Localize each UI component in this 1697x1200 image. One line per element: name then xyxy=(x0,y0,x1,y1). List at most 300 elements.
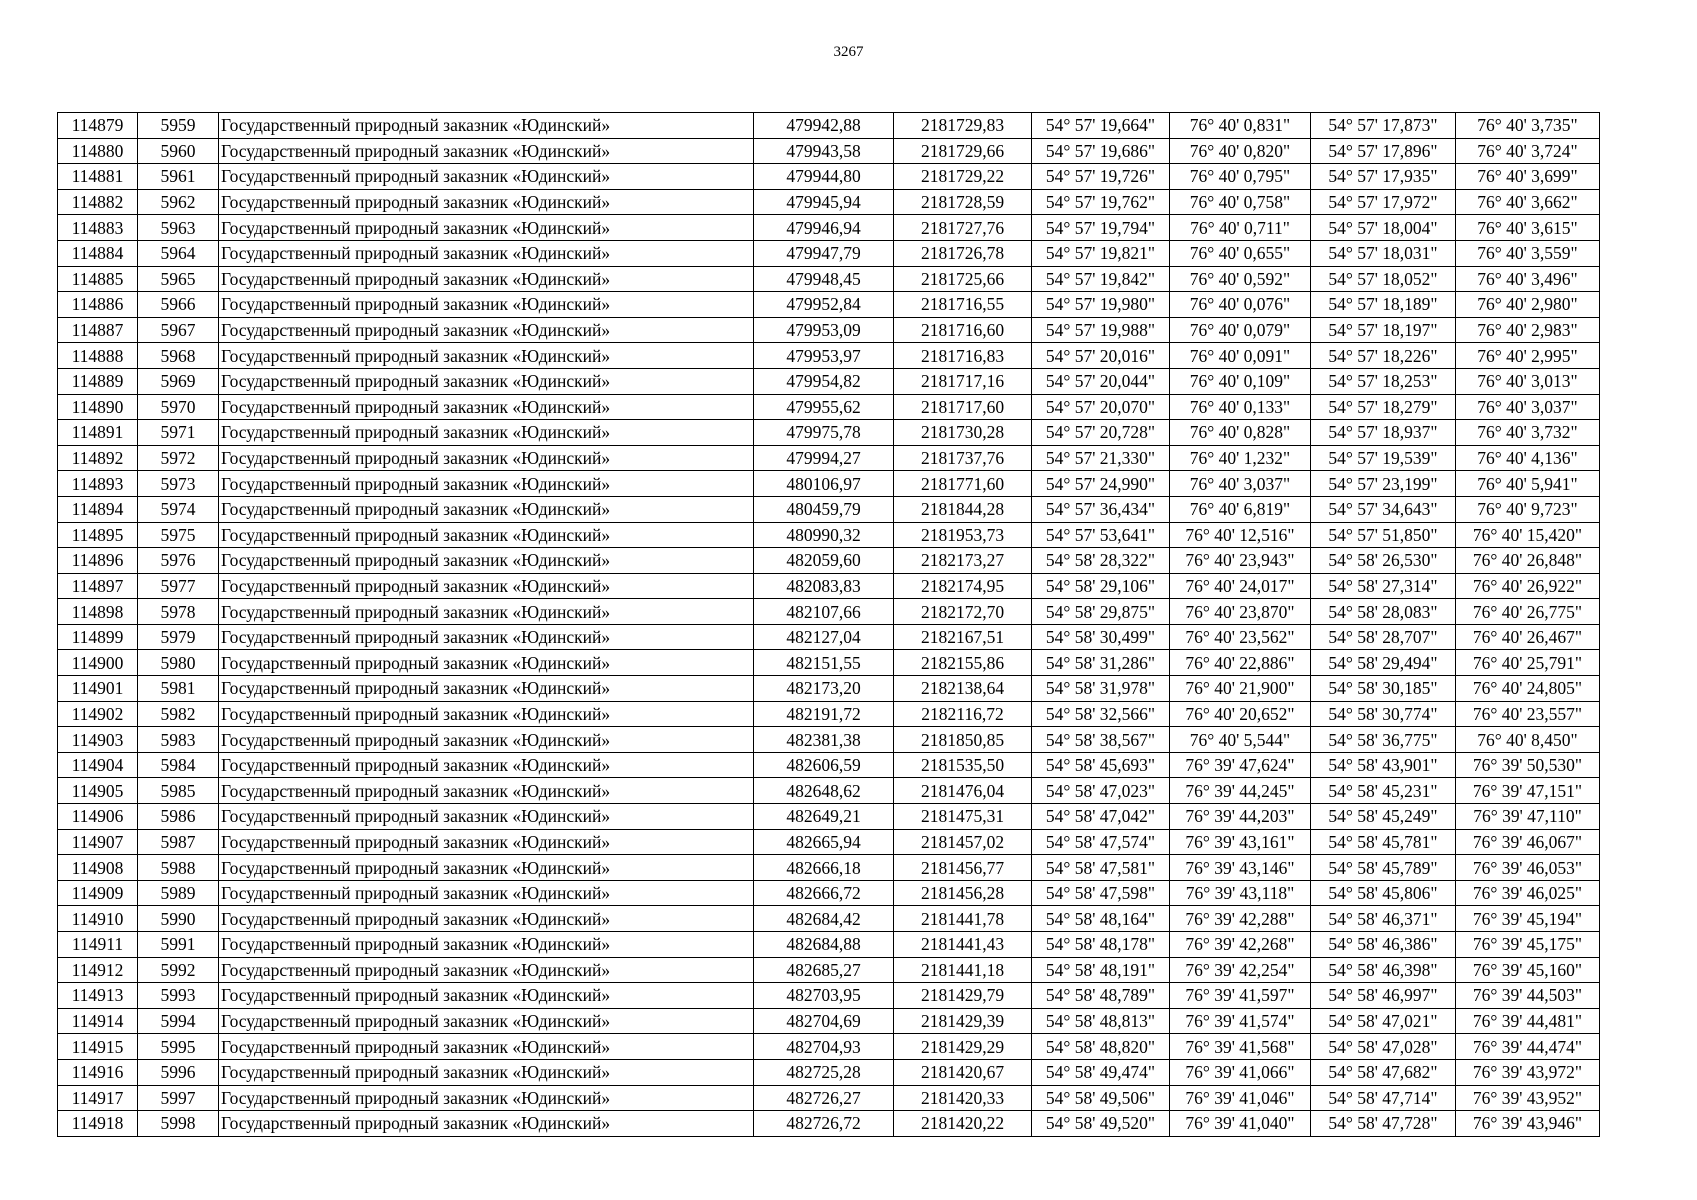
latitude-2-cell: 54° 58' 28,083" xyxy=(1311,599,1456,625)
table-row xyxy=(58,1008,1600,1034)
table-row xyxy=(58,164,1600,190)
latitude-2-cell: 54° 58' 30,185" xyxy=(1311,676,1456,702)
table-row xyxy=(58,317,1600,343)
x-coordinate-cell: 480106,97 xyxy=(754,471,894,497)
object-name-cell: Государственный природный заказник «Юдинский» xyxy=(219,1111,754,1137)
longitude-1-cell: 76° 39' 42,288" xyxy=(1170,906,1311,932)
object-name-cell: Государственный природный заказник «Юдинский» xyxy=(219,855,754,881)
latitude-1-cell: 54° 58' 29,875" xyxy=(1032,599,1170,625)
latitude-2-cell: 54° 57' 17,972" xyxy=(1311,189,1456,215)
y-coordinate-cell: 2181476,04 xyxy=(894,778,1032,804)
x-coordinate-cell: 482191,72 xyxy=(754,701,894,727)
x-coordinate-cell: 482649,21 xyxy=(754,804,894,830)
longitude-1-cell: 76° 40' 0,091" xyxy=(1170,343,1311,369)
x-coordinate-cell: 482725,28 xyxy=(754,1059,894,1085)
point-number-cell: 5959 xyxy=(138,113,219,139)
latitude-2-cell: 54° 58' 45,781" xyxy=(1311,829,1456,855)
latitude-1-cell: 54° 57' 19,980" xyxy=(1032,292,1170,318)
longitude-1-cell: 76° 40' 0,711" xyxy=(1170,215,1311,241)
longitude-2-cell: 76° 39' 45,175" xyxy=(1456,932,1600,958)
longitude-1-cell: 76° 39' 41,046" xyxy=(1170,1085,1311,1111)
latitude-2-cell: 54° 57' 18,189" xyxy=(1311,292,1456,318)
longitude-1-cell: 76° 40' 0,831" xyxy=(1170,113,1311,139)
object-name-cell: Государственный природный заказник «Юдинский» xyxy=(219,1059,754,1085)
point-number-cell: 5963 xyxy=(138,215,219,241)
y-coordinate-cell: 2181844,28 xyxy=(894,496,1032,522)
latitude-2-cell: 54° 58' 45,789" xyxy=(1311,855,1456,881)
longitude-2-cell: 76° 40' 4,136" xyxy=(1456,445,1600,471)
x-coordinate-cell: 482083,83 xyxy=(754,573,894,599)
table-row xyxy=(58,778,1600,804)
row-id-cell: 114914 xyxy=(58,1008,138,1034)
y-coordinate-cell: 2181441,78 xyxy=(894,906,1032,932)
latitude-1-cell: 54° 58' 38,567" xyxy=(1032,727,1170,753)
latitude-2-cell: 54° 57' 17,873" xyxy=(1311,113,1456,139)
latitude-1-cell: 54° 58' 47,598" xyxy=(1032,880,1170,906)
longitude-1-cell: 76° 39' 43,118" xyxy=(1170,880,1311,906)
object-name-cell: Государственный природный заказник «Юдинский» xyxy=(219,548,754,574)
row-id-cell: 114889 xyxy=(58,368,138,394)
longitude-2-cell: 76° 40' 2,995" xyxy=(1456,343,1600,369)
latitude-1-cell: 54° 58' 47,042" xyxy=(1032,804,1170,830)
longitude-2-cell: 76° 39' 43,946" xyxy=(1456,1111,1600,1137)
row-id-cell: 114900 xyxy=(58,650,138,676)
object-name-cell: Государственный природный заказник «Юдинский» xyxy=(219,113,754,139)
object-name-cell: Государственный природный заказник «Юдинский» xyxy=(219,804,754,830)
latitude-2-cell: 54° 58' 47,021" xyxy=(1311,1008,1456,1034)
point-number-cell: 5985 xyxy=(138,778,219,804)
longitude-2-cell: 76° 40' 3,735" xyxy=(1456,113,1600,139)
longitude-1-cell: 76° 40' 0,820" xyxy=(1170,138,1311,164)
point-number-cell: 5978 xyxy=(138,599,219,625)
x-coordinate-cell: 479952,84 xyxy=(754,292,894,318)
row-id-cell: 114910 xyxy=(58,906,138,932)
point-number-cell: 5975 xyxy=(138,522,219,548)
object-name-cell: Государственный природный заказник «Юдинский» xyxy=(219,752,754,778)
row-id-cell: 114913 xyxy=(58,983,138,1009)
y-coordinate-cell: 2181420,33 xyxy=(894,1085,1032,1111)
latitude-1-cell: 54° 57' 20,044" xyxy=(1032,368,1170,394)
point-number-cell: 5991 xyxy=(138,932,219,958)
latitude-1-cell: 54° 58' 47,023" xyxy=(1032,778,1170,804)
latitude-1-cell: 54° 58' 47,581" xyxy=(1032,855,1170,881)
longitude-2-cell: 76° 40' 3,662" xyxy=(1456,189,1600,215)
latitude-2-cell: 54° 58' 43,901" xyxy=(1311,752,1456,778)
latitude-2-cell: 54° 58' 26,530" xyxy=(1311,548,1456,574)
y-coordinate-cell: 2181716,60 xyxy=(894,317,1032,343)
x-coordinate-cell: 482704,93 xyxy=(754,1034,894,1060)
y-coordinate-cell: 2181726,78 xyxy=(894,240,1032,266)
latitude-1-cell: 54° 57' 19,794" xyxy=(1032,215,1170,241)
y-coordinate-cell: 2181429,29 xyxy=(894,1034,1032,1060)
table-row xyxy=(58,394,1600,420)
point-number-cell: 5994 xyxy=(138,1008,219,1034)
latitude-2-cell: 54° 58' 46,398" xyxy=(1311,957,1456,983)
point-number-cell: 5970 xyxy=(138,394,219,420)
point-number-cell: 5973 xyxy=(138,471,219,497)
y-coordinate-cell: 2181729,66 xyxy=(894,138,1032,164)
row-id-cell: 114880 xyxy=(58,138,138,164)
latitude-2-cell: 54° 58' 30,774" xyxy=(1311,701,1456,727)
table-row xyxy=(58,189,1600,215)
row-id-cell: 114886 xyxy=(58,292,138,318)
point-number-cell: 5960 xyxy=(138,138,219,164)
row-id-cell: 114901 xyxy=(58,676,138,702)
x-coordinate-cell: 482726,72 xyxy=(754,1111,894,1137)
latitude-2-cell: 54° 57' 18,279" xyxy=(1311,394,1456,420)
object-name-cell: Государственный природный заказник «Юдинский» xyxy=(219,983,754,1009)
object-name-cell: Государственный природный заказник «Юдинский» xyxy=(219,624,754,650)
object-name-cell: Государственный природный заказник «Юдинский» xyxy=(219,650,754,676)
x-coordinate-cell: 482726,27 xyxy=(754,1085,894,1111)
x-coordinate-cell: 479954,82 xyxy=(754,368,894,394)
longitude-1-cell: 76° 39' 41,568" xyxy=(1170,1034,1311,1060)
longitude-2-cell: 76° 40' 2,980" xyxy=(1456,292,1600,318)
x-coordinate-cell: 482127,04 xyxy=(754,624,894,650)
y-coordinate-cell: 2181727,76 xyxy=(894,215,1032,241)
coordinates-table xyxy=(57,112,1600,1137)
point-number-cell: 5982 xyxy=(138,701,219,727)
x-coordinate-cell: 479942,88 xyxy=(754,113,894,139)
point-number-cell: 5968 xyxy=(138,343,219,369)
object-name-cell: Государственный природный заказник «Юдинский» xyxy=(219,164,754,190)
object-name-cell: Государственный природный заказник «Юдинский» xyxy=(219,445,754,471)
y-coordinate-cell: 2181441,43 xyxy=(894,932,1032,958)
point-number-cell: 5961 xyxy=(138,164,219,190)
table-row xyxy=(58,343,1600,369)
y-coordinate-cell: 2182138,64 xyxy=(894,676,1032,702)
longitude-1-cell: 76° 40' 0,795" xyxy=(1170,164,1311,190)
x-coordinate-cell: 482666,72 xyxy=(754,880,894,906)
row-id-cell: 114885 xyxy=(58,266,138,292)
table-row xyxy=(58,983,1600,1009)
page-number: 3267 xyxy=(833,44,864,60)
latitude-1-cell: 54° 58' 48,789" xyxy=(1032,983,1170,1009)
longitude-2-cell: 76° 40' 3,013" xyxy=(1456,368,1600,394)
x-coordinate-cell: 479953,97 xyxy=(754,343,894,369)
object-name-cell: Государственный природный заказник «Юдинский» xyxy=(219,1034,754,1060)
latitude-2-cell: 54° 58' 45,806" xyxy=(1311,880,1456,906)
x-coordinate-cell: 482666,18 xyxy=(754,855,894,881)
latitude-1-cell: 54° 58' 28,322" xyxy=(1032,548,1170,574)
longitude-2-cell: 76° 40' 3,732" xyxy=(1456,420,1600,446)
latitude-1-cell: 54° 58' 47,574" xyxy=(1032,829,1170,855)
object-name-cell: Государственный природный заказник «Юдинский» xyxy=(219,829,754,855)
table-row xyxy=(58,240,1600,266)
object-name-cell: Государственный природный заказник «Юдинский» xyxy=(219,368,754,394)
longitude-1-cell: 76° 40' 22,886" xyxy=(1170,650,1311,676)
x-coordinate-cell: 480990,32 xyxy=(754,522,894,548)
table-row xyxy=(58,957,1600,983)
latitude-1-cell: 54° 58' 30,499" xyxy=(1032,624,1170,650)
x-coordinate-cell: 482703,95 xyxy=(754,983,894,1009)
row-id-cell: 114905 xyxy=(58,778,138,804)
row-id-cell: 114893 xyxy=(58,471,138,497)
object-name-cell: Государственный природный заказник «Юдинский» xyxy=(219,189,754,215)
row-id-cell: 114887 xyxy=(58,317,138,343)
point-number-cell: 5976 xyxy=(138,548,219,574)
y-coordinate-cell: 2181475,31 xyxy=(894,804,1032,830)
table-row xyxy=(58,855,1600,881)
latitude-2-cell: 54° 57' 34,643" xyxy=(1311,496,1456,522)
y-coordinate-cell: 2181429,79 xyxy=(894,983,1032,1009)
latitude-1-cell: 54° 58' 49,506" xyxy=(1032,1085,1170,1111)
object-name-cell: Государственный природный заказник «Юдинский» xyxy=(219,343,754,369)
longitude-2-cell: 76° 40' 9,723" xyxy=(1456,496,1600,522)
latitude-2-cell: 54° 57' 51,850" xyxy=(1311,522,1456,548)
longitude-1-cell: 76° 39' 47,624" xyxy=(1170,752,1311,778)
latitude-1-cell: 54° 57' 19,762" xyxy=(1032,189,1170,215)
x-coordinate-cell: 482685,27 xyxy=(754,957,894,983)
table-row xyxy=(58,420,1600,446)
table-row xyxy=(58,368,1600,394)
object-name-cell: Государственный природный заказник «Юдинский» xyxy=(219,778,754,804)
x-coordinate-cell: 482684,88 xyxy=(754,932,894,958)
y-coordinate-cell: 2181771,60 xyxy=(894,471,1032,497)
object-name-cell: Государственный природный заказник «Юдинский» xyxy=(219,522,754,548)
table-row xyxy=(58,727,1600,753)
latitude-2-cell: 54° 58' 47,028" xyxy=(1311,1034,1456,1060)
longitude-2-cell: 76° 40' 2,983" xyxy=(1456,317,1600,343)
row-id-cell: 114911 xyxy=(58,932,138,958)
point-number-cell: 5988 xyxy=(138,855,219,881)
longitude-2-cell: 76° 40' 23,557" xyxy=(1456,701,1600,727)
longitude-1-cell: 76° 39' 41,040" xyxy=(1170,1111,1311,1137)
latitude-1-cell: 54° 57' 20,070" xyxy=(1032,394,1170,420)
latitude-1-cell: 54° 57' 20,728" xyxy=(1032,420,1170,446)
longitude-1-cell: 76° 39' 41,597" xyxy=(1170,983,1311,1009)
latitude-1-cell: 54° 57' 19,842" xyxy=(1032,266,1170,292)
row-id-cell: 114904 xyxy=(58,752,138,778)
latitude-2-cell: 54° 58' 46,371" xyxy=(1311,906,1456,932)
latitude-1-cell: 54° 58' 48,191" xyxy=(1032,957,1170,983)
longitude-1-cell: 76° 39' 42,254" xyxy=(1170,957,1311,983)
row-id-cell: 114882 xyxy=(58,189,138,215)
longitude-2-cell: 76° 39' 44,474" xyxy=(1456,1034,1600,1060)
row-id-cell: 114890 xyxy=(58,394,138,420)
longitude-2-cell: 76° 40' 25,791" xyxy=(1456,650,1600,676)
y-coordinate-cell: 2181429,39 xyxy=(894,1008,1032,1034)
latitude-1-cell: 54° 58' 48,164" xyxy=(1032,906,1170,932)
latitude-2-cell: 54° 57' 18,052" xyxy=(1311,266,1456,292)
latitude-2-cell: 54° 57' 18,004" xyxy=(1311,215,1456,241)
y-coordinate-cell: 2181850,85 xyxy=(894,727,1032,753)
latitude-2-cell: 54° 58' 47,728" xyxy=(1311,1111,1456,1137)
point-number-cell: 5997 xyxy=(138,1085,219,1111)
point-number-cell: 5966 xyxy=(138,292,219,318)
table-row xyxy=(58,113,1600,139)
longitude-2-cell: 76° 40' 3,559" xyxy=(1456,240,1600,266)
latitude-2-cell: 54° 58' 46,997" xyxy=(1311,983,1456,1009)
table-row xyxy=(58,752,1600,778)
x-coordinate-cell: 479955,62 xyxy=(754,394,894,420)
point-number-cell: 5967 xyxy=(138,317,219,343)
longitude-2-cell: 76° 39' 46,053" xyxy=(1456,855,1600,881)
y-coordinate-cell: 2181420,22 xyxy=(894,1111,1032,1137)
row-id-cell: 114907 xyxy=(58,829,138,855)
point-number-cell: 5986 xyxy=(138,804,219,830)
x-coordinate-cell: 482704,69 xyxy=(754,1008,894,1034)
y-coordinate-cell: 2182116,72 xyxy=(894,701,1032,727)
table-row xyxy=(58,496,1600,522)
object-name-cell: Государственный природный заказник «Юдинский» xyxy=(219,317,754,343)
longitude-1-cell: 76° 39' 41,066" xyxy=(1170,1059,1311,1085)
latitude-2-cell: 54° 57' 23,199" xyxy=(1311,471,1456,497)
longitude-2-cell: 76° 40' 3,724" xyxy=(1456,138,1600,164)
point-number-cell: 5962 xyxy=(138,189,219,215)
longitude-2-cell: 76° 40' 26,467" xyxy=(1456,624,1600,650)
row-id-cell: 114902 xyxy=(58,701,138,727)
longitude-2-cell: 76° 39' 45,194" xyxy=(1456,906,1600,932)
point-number-cell: 5992 xyxy=(138,957,219,983)
row-id-cell: 114906 xyxy=(58,804,138,830)
point-number-cell: 5987 xyxy=(138,829,219,855)
x-coordinate-cell: 479943,58 xyxy=(754,138,894,164)
longitude-2-cell: 76° 39' 47,110" xyxy=(1456,804,1600,830)
longitude-2-cell: 76° 39' 50,530" xyxy=(1456,752,1600,778)
point-number-cell: 5971 xyxy=(138,420,219,446)
longitude-2-cell: 76° 40' 5,941" xyxy=(1456,471,1600,497)
latitude-2-cell: 54° 57' 17,935" xyxy=(1311,164,1456,190)
object-name-cell: Государственный природный заказник «Юдинский» xyxy=(219,420,754,446)
longitude-1-cell: 76° 40' 5,544" xyxy=(1170,727,1311,753)
latitude-1-cell: 54° 57' 19,664" xyxy=(1032,113,1170,139)
table-row xyxy=(58,522,1600,548)
y-coordinate-cell: 2181717,60 xyxy=(894,394,1032,420)
row-id-cell: 114881 xyxy=(58,164,138,190)
longitude-1-cell: 76° 40' 6,819" xyxy=(1170,496,1311,522)
object-name-cell: Государственный природный заказник «Юдинский» xyxy=(219,215,754,241)
y-coordinate-cell: 2181728,59 xyxy=(894,189,1032,215)
row-id-cell: 114899 xyxy=(58,624,138,650)
y-coordinate-cell: 2181725,66 xyxy=(894,266,1032,292)
table-row xyxy=(58,701,1600,727)
row-id-cell: 114891 xyxy=(58,420,138,446)
row-id-cell: 114888 xyxy=(58,343,138,369)
object-name-cell: Государственный природный заказник «Юдинский» xyxy=(219,906,754,932)
latitude-2-cell: 54° 57' 17,896" xyxy=(1311,138,1456,164)
latitude-1-cell: 54° 58' 49,474" xyxy=(1032,1059,1170,1085)
object-name-cell: Государственный природный заказник «Юдинский» xyxy=(219,394,754,420)
y-coordinate-cell: 2182173,27 xyxy=(894,548,1032,574)
longitude-1-cell: 76° 39' 44,245" xyxy=(1170,778,1311,804)
longitude-2-cell: 76° 40' 3,699" xyxy=(1456,164,1600,190)
y-coordinate-cell: 2181716,55 xyxy=(894,292,1032,318)
table-row xyxy=(58,676,1600,702)
latitude-1-cell: 54° 58' 49,520" xyxy=(1032,1111,1170,1137)
longitude-1-cell: 76° 40' 0,109" xyxy=(1170,368,1311,394)
point-number-cell: 5990 xyxy=(138,906,219,932)
latitude-2-cell: 54° 58' 45,231" xyxy=(1311,778,1456,804)
point-number-cell: 5983 xyxy=(138,727,219,753)
y-coordinate-cell: 2181730,28 xyxy=(894,420,1032,446)
point-number-cell: 5977 xyxy=(138,573,219,599)
object-name-cell: Государственный природный заказник «Юдинский» xyxy=(219,266,754,292)
longitude-1-cell: 76° 40' 23,943" xyxy=(1170,548,1311,574)
point-number-cell: 5998 xyxy=(138,1111,219,1137)
longitude-2-cell: 76° 39' 44,481" xyxy=(1456,1008,1600,1034)
row-id-cell: 114903 xyxy=(58,727,138,753)
longitude-2-cell: 76° 40' 24,805" xyxy=(1456,676,1600,702)
longitude-2-cell: 76° 39' 43,952" xyxy=(1456,1085,1600,1111)
longitude-2-cell: 76° 39' 46,025" xyxy=(1456,880,1600,906)
object-name-cell: Государственный природный заказник «Юдинский» xyxy=(219,932,754,958)
row-id-cell: 114898 xyxy=(58,599,138,625)
longitude-1-cell: 76° 39' 43,161" xyxy=(1170,829,1311,855)
object-name-cell: Государственный природный заказник «Юдинский» xyxy=(219,880,754,906)
table-row xyxy=(58,292,1600,318)
table-row xyxy=(58,650,1600,676)
latitude-2-cell: 54° 58' 28,707" xyxy=(1311,624,1456,650)
longitude-1-cell: 76° 40' 0,592" xyxy=(1170,266,1311,292)
point-number-cell: 5981 xyxy=(138,676,219,702)
longitude-2-cell: 76° 40' 3,496" xyxy=(1456,266,1600,292)
latitude-1-cell: 54° 57' 19,686" xyxy=(1032,138,1170,164)
latitude-2-cell: 54° 57' 18,253" xyxy=(1311,368,1456,394)
longitude-1-cell: 76° 39' 41,574" xyxy=(1170,1008,1311,1034)
latitude-2-cell: 54° 58' 36,775" xyxy=(1311,727,1456,753)
latitude-1-cell: 54° 57' 24,990" xyxy=(1032,471,1170,497)
x-coordinate-cell: 480459,79 xyxy=(754,496,894,522)
point-number-cell: 5996 xyxy=(138,1059,219,1085)
latitude-2-cell: 54° 57' 18,031" xyxy=(1311,240,1456,266)
table-row xyxy=(58,906,1600,932)
longitude-1-cell: 76° 39' 44,203" xyxy=(1170,804,1311,830)
y-coordinate-cell: 2181717,16 xyxy=(894,368,1032,394)
y-coordinate-cell: 2181729,22 xyxy=(894,164,1032,190)
y-coordinate-cell: 2181535,50 xyxy=(894,752,1032,778)
longitude-1-cell: 76° 40' 0,828" xyxy=(1170,420,1311,446)
longitude-2-cell: 76° 40' 15,420" xyxy=(1456,522,1600,548)
point-number-cell: 5989 xyxy=(138,880,219,906)
y-coordinate-cell: 2181737,76 xyxy=(894,445,1032,471)
point-number-cell: 5993 xyxy=(138,983,219,1009)
object-name-cell: Государственный природный заказник «Юдинский» xyxy=(219,471,754,497)
longitude-1-cell: 76° 39' 42,268" xyxy=(1170,932,1311,958)
point-number-cell: 5964 xyxy=(138,240,219,266)
latitude-2-cell: 54° 57' 19,539" xyxy=(1311,445,1456,471)
table-row xyxy=(58,624,1600,650)
row-id-cell: 114915 xyxy=(58,1034,138,1060)
longitude-1-cell: 76° 40' 0,655" xyxy=(1170,240,1311,266)
x-coordinate-cell: 482151,55 xyxy=(754,650,894,676)
latitude-2-cell: 54° 58' 47,714" xyxy=(1311,1085,1456,1111)
y-coordinate-cell: 2181729,83 xyxy=(894,113,1032,139)
y-coordinate-cell: 2182174,95 xyxy=(894,573,1032,599)
object-name-cell: Государственный природный заказник «Юдинский» xyxy=(219,240,754,266)
row-id-cell: 114879 xyxy=(58,113,138,139)
longitude-1-cell: 76° 40' 3,037" xyxy=(1170,471,1311,497)
latitude-1-cell: 54° 57' 19,988" xyxy=(1032,317,1170,343)
row-id-cell: 114897 xyxy=(58,573,138,599)
table-row xyxy=(58,829,1600,855)
x-coordinate-cell: 479994,27 xyxy=(754,445,894,471)
longitude-2-cell: 76° 40' 3,615" xyxy=(1456,215,1600,241)
latitude-1-cell: 54° 58' 29,106" xyxy=(1032,573,1170,599)
latitude-2-cell: 54° 58' 27,314" xyxy=(1311,573,1456,599)
row-id-cell: 114896 xyxy=(58,548,138,574)
longitude-2-cell: 76° 40' 26,775" xyxy=(1456,599,1600,625)
x-coordinate-cell: 482606,59 xyxy=(754,752,894,778)
row-id-cell: 114908 xyxy=(58,855,138,881)
table-row xyxy=(58,599,1600,625)
longitude-1-cell: 76° 40' 0,079" xyxy=(1170,317,1311,343)
latitude-1-cell: 54° 57' 53,641" xyxy=(1032,522,1170,548)
latitude-1-cell: 54° 58' 32,566" xyxy=(1032,701,1170,727)
latitude-2-cell: 54° 58' 47,682" xyxy=(1311,1059,1456,1085)
row-id-cell: 114894 xyxy=(58,496,138,522)
row-id-cell: 114883 xyxy=(58,215,138,241)
